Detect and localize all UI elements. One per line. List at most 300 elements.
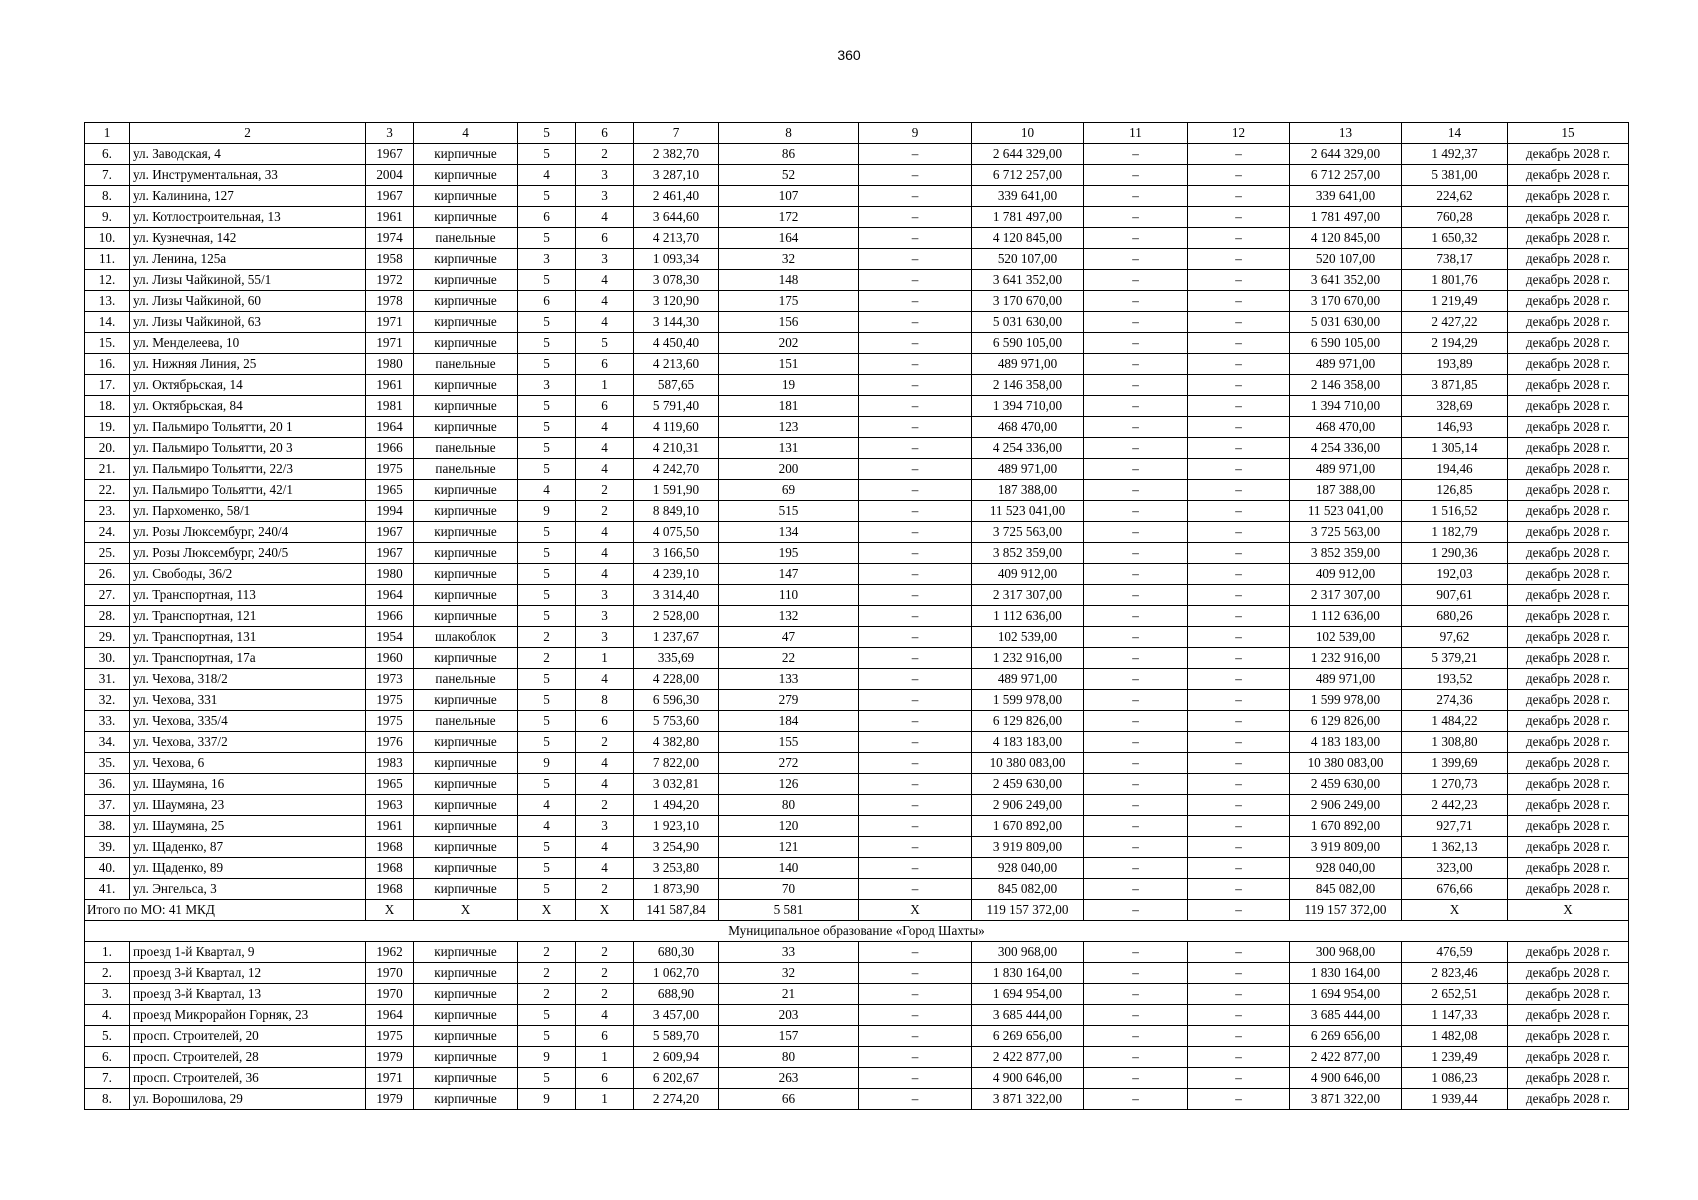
deadline: декабрь 2028 г.	[1508, 879, 1629, 900]
unit-cost: 192,03	[1402, 564, 1508, 585]
total-area: 4 210,31	[634, 438, 719, 459]
total-area: 7 822,00	[634, 753, 719, 774]
deadline: декабрь 2028 г.	[1508, 711, 1629, 732]
year-built: 1970	[366, 984, 414, 1005]
deadline: декабрь 2028 г.	[1508, 627, 1629, 648]
wall-material: кирпичные	[414, 375, 518, 396]
total-area: 3 032,81	[634, 774, 719, 795]
residents: 134	[719, 522, 859, 543]
cost-total: 489 971,00	[972, 459, 1084, 480]
entrances: 2	[576, 732, 634, 753]
row-number: 22.	[85, 480, 130, 501]
col-11: –	[1084, 690, 1188, 711]
total-cell: Х	[414, 900, 518, 921]
residents: 107	[719, 186, 859, 207]
floors: 6	[518, 291, 576, 312]
floors: 5	[518, 543, 576, 564]
address: ул. Чехова, 335/4	[130, 711, 366, 732]
row-number: 33.	[85, 711, 130, 732]
entrances: 4	[576, 291, 634, 312]
cost-total: 1 670 892,00	[972, 816, 1084, 837]
total-cell: Х	[366, 900, 414, 921]
entrances: 6	[576, 1068, 634, 1089]
cost-total: 2 644 329,00	[972, 144, 1084, 165]
wall-material: кирпичные	[414, 963, 518, 984]
section-title: Муниципальное образование «Город Шахты»	[85, 921, 1629, 942]
cost-total: 1 232 916,00	[972, 648, 1084, 669]
row-number: 19.	[85, 417, 130, 438]
col-9: –	[859, 774, 972, 795]
unit-cost: 927,71	[1402, 816, 1508, 837]
entrances: 1	[576, 1089, 634, 1110]
col-9: –	[859, 795, 972, 816]
cost-fund: 1 781 497,00	[1290, 207, 1402, 228]
year-built: 1967	[366, 543, 414, 564]
total-area: 3 078,30	[634, 270, 719, 291]
residents: 86	[719, 144, 859, 165]
unit-cost: 1 484,22	[1402, 711, 1508, 732]
year-built: 1976	[366, 732, 414, 753]
residents: 195	[719, 543, 859, 564]
col-12: –	[1188, 585, 1290, 606]
cost-fund: 3 919 809,00	[1290, 837, 1402, 858]
col-11: –	[1084, 480, 1188, 501]
entrances: 2	[576, 984, 634, 1005]
unit-cost: 1 362,13	[1402, 837, 1508, 858]
row-number: 39.	[85, 837, 130, 858]
unit-cost: 1 270,73	[1402, 774, 1508, 795]
deadline: декабрь 2028 г.	[1508, 1026, 1629, 1047]
entrances: 6	[576, 354, 634, 375]
unit-cost: 194,46	[1402, 459, 1508, 480]
row-number: 5.	[85, 1026, 130, 1047]
cost-total: 3 170 670,00	[972, 291, 1084, 312]
cost-total: 1 394 710,00	[972, 396, 1084, 417]
col-11: –	[1084, 165, 1188, 186]
deadline: декабрь 2028 г.	[1508, 1005, 1629, 1026]
entrances: 1	[576, 375, 634, 396]
col-12: –	[1188, 228, 1290, 249]
floors: 5	[518, 837, 576, 858]
col-12: –	[1188, 438, 1290, 459]
col-12: –	[1188, 144, 1290, 165]
address: ул. Лизы Чайкиной, 63	[130, 312, 366, 333]
total-area: 3 457,00	[634, 1005, 719, 1026]
total-row	[85, 900, 1629, 921]
entrances: 2	[576, 795, 634, 816]
column-header: 10	[972, 123, 1084, 144]
cost-fund: 339 641,00	[1290, 186, 1402, 207]
entrances: 1	[576, 648, 634, 669]
table-row	[85, 438, 1629, 459]
total-area: 3 144,30	[634, 312, 719, 333]
column-header: 2	[130, 123, 366, 144]
wall-material: панельные	[414, 438, 518, 459]
row-number: 1.	[85, 942, 130, 963]
cost-total: 6 712 257,00	[972, 165, 1084, 186]
col-11: –	[1084, 1047, 1188, 1068]
cost-total: 489 971,00	[972, 354, 1084, 375]
year-built: 1980	[366, 564, 414, 585]
col-11: –	[1084, 627, 1188, 648]
cost-fund: 3 170 670,00	[1290, 291, 1402, 312]
year-built: 1963	[366, 795, 414, 816]
residents: 147	[719, 564, 859, 585]
deadline: декабрь 2028 г.	[1508, 270, 1629, 291]
entrances: 6	[576, 396, 634, 417]
cost-total: 102 539,00	[972, 627, 1084, 648]
unit-cost: 1 305,14	[1402, 438, 1508, 459]
col-12: –	[1188, 564, 1290, 585]
total-area: 4 075,50	[634, 522, 719, 543]
deadline: декабрь 2028 г.	[1508, 312, 1629, 333]
col-12: –	[1188, 522, 1290, 543]
col-9: –	[859, 228, 972, 249]
row-number: 13.	[85, 291, 130, 312]
deadline: декабрь 2028 г.	[1508, 690, 1629, 711]
cost-fund: 6 590 105,00	[1290, 333, 1402, 354]
cost-fund: 489 971,00	[1290, 459, 1402, 480]
col-9: –	[859, 543, 972, 564]
wall-material: панельные	[414, 228, 518, 249]
deadline: декабрь 2028 г.	[1508, 963, 1629, 984]
entrances: 4	[576, 1005, 634, 1026]
col-9: –	[859, 1005, 972, 1026]
total-area: 8 849,10	[634, 501, 719, 522]
floors: 5	[518, 774, 576, 795]
table-row	[85, 501, 1629, 522]
year-built: 1968	[366, 879, 414, 900]
total-area: 2 382,70	[634, 144, 719, 165]
col-11: –	[1084, 417, 1188, 438]
table-row	[85, 396, 1629, 417]
col-12: –	[1188, 396, 1290, 417]
deadline: декабрь 2028 г.	[1508, 606, 1629, 627]
entrances: 3	[576, 249, 634, 270]
col-9: –	[859, 144, 972, 165]
cost-fund: 2 644 329,00	[1290, 144, 1402, 165]
wall-material: кирпичные	[414, 837, 518, 858]
row-number: 2.	[85, 963, 130, 984]
year-built: 1972	[366, 270, 414, 291]
year-built: 1971	[366, 1068, 414, 1089]
table-row	[85, 228, 1629, 249]
entrances: 5	[576, 333, 634, 354]
unit-cost: 1 482,08	[1402, 1026, 1508, 1047]
col-11: –	[1084, 228, 1188, 249]
address: ул. Инструментальная, 33	[130, 165, 366, 186]
entrances: 4	[576, 417, 634, 438]
wall-material: кирпичные	[414, 984, 518, 1005]
deadline: декабрь 2028 г.	[1508, 543, 1629, 564]
col-9: –	[859, 648, 972, 669]
wall-material: кирпичные	[414, 501, 518, 522]
year-built: 1974	[366, 228, 414, 249]
table-row	[85, 1068, 1629, 1089]
deadline: декабрь 2028 г.	[1508, 501, 1629, 522]
entrances: 4	[576, 207, 634, 228]
total-area: 6 202,67	[634, 1068, 719, 1089]
col-9: –	[859, 816, 972, 837]
address: ул. Лизы Чайкиной, 60	[130, 291, 366, 312]
cost-fund: 1 394 710,00	[1290, 396, 1402, 417]
col-9: –	[859, 732, 972, 753]
residents: 203	[719, 1005, 859, 1026]
row-number: 35.	[85, 753, 130, 774]
table-row	[85, 312, 1629, 333]
wall-material: кирпичные	[414, 144, 518, 165]
total-cell: –	[1188, 900, 1290, 921]
unit-cost: 680,26	[1402, 606, 1508, 627]
table-row	[85, 1047, 1629, 1068]
table-row	[85, 354, 1629, 375]
floors: 3	[518, 249, 576, 270]
cost-total: 6 269 656,00	[972, 1026, 1084, 1047]
unit-cost: 224,62	[1402, 186, 1508, 207]
address: ул. Шаумяна, 25	[130, 816, 366, 837]
row-number: 21.	[85, 459, 130, 480]
year-built: 1968	[366, 837, 414, 858]
col-9: –	[859, 312, 972, 333]
residents: 80	[719, 1047, 859, 1068]
entrances: 4	[576, 753, 634, 774]
row-number: 30.	[85, 648, 130, 669]
floors: 2	[518, 942, 576, 963]
address: ул. Ленина, 125а	[130, 249, 366, 270]
floors: 4	[518, 795, 576, 816]
total-area: 1 873,90	[634, 879, 719, 900]
col-11: –	[1084, 984, 1188, 1005]
col-11: –	[1084, 249, 1188, 270]
table-row	[85, 144, 1629, 165]
row-number: 20.	[85, 438, 130, 459]
total-area: 4 228,00	[634, 669, 719, 690]
residents: 70	[719, 879, 859, 900]
cost-fund: 468 470,00	[1290, 417, 1402, 438]
cost-fund: 6 712 257,00	[1290, 165, 1402, 186]
col-9: –	[859, 711, 972, 732]
cost-total: 468 470,00	[972, 417, 1084, 438]
table-row	[85, 963, 1629, 984]
residents: 123	[719, 417, 859, 438]
col-9: –	[859, 249, 972, 270]
col-12: –	[1188, 1068, 1290, 1089]
table-row	[85, 858, 1629, 879]
row-number: 17.	[85, 375, 130, 396]
entrances: 6	[576, 228, 634, 249]
floors: 5	[518, 1005, 576, 1026]
deadline: декабрь 2028 г.	[1508, 438, 1629, 459]
col-9: –	[859, 186, 972, 207]
residents: 272	[719, 753, 859, 774]
wall-material: панельные	[414, 669, 518, 690]
col-9: –	[859, 879, 972, 900]
unit-cost: 323,00	[1402, 858, 1508, 879]
residents: 22	[719, 648, 859, 669]
row-number: 32.	[85, 690, 130, 711]
table-row	[85, 1026, 1629, 1047]
table-row	[85, 648, 1629, 669]
deadline: декабрь 2028 г.	[1508, 837, 1629, 858]
floors: 5	[518, 333, 576, 354]
cost-total: 1 599 978,00	[972, 690, 1084, 711]
col-9: –	[859, 375, 972, 396]
cost-fund: 4 120 845,00	[1290, 228, 1402, 249]
cost-total: 2 317 307,00	[972, 585, 1084, 606]
row-number: 41.	[85, 879, 130, 900]
wall-material: кирпичные	[414, 480, 518, 501]
deadline: декабрь 2028 г.	[1508, 984, 1629, 1005]
cost-fund: 3 725 563,00	[1290, 522, 1402, 543]
address: ул. Энгельса, 3	[130, 879, 366, 900]
cost-total: 3 919 809,00	[972, 837, 1084, 858]
entrances: 8	[576, 690, 634, 711]
cost-fund: 1 112 636,00	[1290, 606, 1402, 627]
year-built: 1961	[366, 207, 414, 228]
deadline: декабрь 2028 г.	[1508, 753, 1629, 774]
col-11: –	[1084, 1089, 1188, 1110]
deadline: декабрь 2028 г.	[1508, 1068, 1629, 1089]
unit-cost: 5 379,21	[1402, 648, 1508, 669]
col-11: –	[1084, 564, 1188, 585]
address: ул. Щаденко, 87	[130, 837, 366, 858]
floors: 5	[518, 669, 576, 690]
col-9: –	[859, 396, 972, 417]
row-number: 27.	[85, 585, 130, 606]
address: ул. Транспортная, 113	[130, 585, 366, 606]
col-9: –	[859, 858, 972, 879]
cost-total: 1 112 636,00	[972, 606, 1084, 627]
wall-material: кирпичные	[414, 333, 518, 354]
col-12: –	[1188, 270, 1290, 291]
row-number: 8.	[85, 1089, 130, 1110]
total-area: 587,65	[634, 375, 719, 396]
address: ул. Пальмиро Тольятти, 20 3	[130, 438, 366, 459]
residents: 133	[719, 669, 859, 690]
wall-material: кирпичные	[414, 753, 518, 774]
deadline: декабрь 2028 г.	[1508, 816, 1629, 837]
floors: 5	[518, 1026, 576, 1047]
address: ул. Розы Люксембург, 240/5	[130, 543, 366, 564]
floors: 5	[518, 417, 576, 438]
residents: 47	[719, 627, 859, 648]
table-row	[85, 984, 1629, 1005]
total-area: 3 254,90	[634, 837, 719, 858]
col-11: –	[1084, 837, 1188, 858]
residents: 66	[719, 1089, 859, 1110]
floors: 2	[518, 984, 576, 1005]
cost-fund: 928 040,00	[1290, 858, 1402, 879]
col-12: –	[1188, 984, 1290, 1005]
table-row	[85, 417, 1629, 438]
wall-material: кирпичные	[414, 1047, 518, 1068]
cost-fund: 1 670 892,00	[1290, 816, 1402, 837]
unit-cost: 328,69	[1402, 396, 1508, 417]
wall-material: кирпичные	[414, 270, 518, 291]
address: ул. Чехова, 337/2	[130, 732, 366, 753]
cost-total: 339 641,00	[972, 186, 1084, 207]
col-9: –	[859, 837, 972, 858]
col-11: –	[1084, 816, 1188, 837]
year-built: 1975	[366, 711, 414, 732]
residents: 184	[719, 711, 859, 732]
unit-cost: 1 650,32	[1402, 228, 1508, 249]
residents: 515	[719, 501, 859, 522]
wall-material: кирпичные	[414, 186, 518, 207]
col-12: –	[1188, 732, 1290, 753]
unit-cost: 1 399,69	[1402, 753, 1508, 774]
residents: 202	[719, 333, 859, 354]
col-12: –	[1188, 942, 1290, 963]
table-row	[85, 480, 1629, 501]
row-number: 3.	[85, 984, 130, 1005]
year-built: 1958	[366, 249, 414, 270]
wall-material: кирпичные	[414, 1068, 518, 1089]
col-11: –	[1084, 732, 1188, 753]
row-number: 24.	[85, 522, 130, 543]
total-area: 2 274,20	[634, 1089, 719, 1110]
unit-cost: 738,17	[1402, 249, 1508, 270]
deadline: декабрь 2028 г.	[1508, 396, 1629, 417]
year-built: 1965	[366, 774, 414, 795]
floors: 5	[518, 396, 576, 417]
row-number: 6.	[85, 144, 130, 165]
entrances: 6	[576, 1026, 634, 1047]
total-label: Итого по МО: 41 МКД	[85, 900, 366, 921]
year-built: 1978	[366, 291, 414, 312]
unit-cost: 2 194,29	[1402, 333, 1508, 354]
unit-cost: 907,61	[1402, 585, 1508, 606]
table-row	[85, 774, 1629, 795]
deadline: декабрь 2028 г.	[1508, 207, 1629, 228]
unit-cost: 1 182,79	[1402, 522, 1508, 543]
col-9: –	[859, 522, 972, 543]
address: просп. Строителей, 20	[130, 1026, 366, 1047]
residents: 156	[719, 312, 859, 333]
cost-total: 3 641 352,00	[972, 270, 1084, 291]
col-12: –	[1188, 543, 1290, 564]
col-12: –	[1188, 753, 1290, 774]
unit-cost: 1 492,37	[1402, 144, 1508, 165]
residents: 80	[719, 795, 859, 816]
total-cell: Х	[576, 900, 634, 921]
table-row	[85, 879, 1629, 900]
unit-cost: 1 939,44	[1402, 1089, 1508, 1110]
cost-fund: 4 254 336,00	[1290, 438, 1402, 459]
cost-total: 6 590 105,00	[972, 333, 1084, 354]
deadline: декабрь 2028 г.	[1508, 354, 1629, 375]
col-11: –	[1084, 543, 1188, 564]
row-number: 34.	[85, 732, 130, 753]
unit-cost: 274,36	[1402, 690, 1508, 711]
row-number: 25.	[85, 543, 130, 564]
residents: 164	[719, 228, 859, 249]
cost-total: 928 040,00	[972, 858, 1084, 879]
total-area: 688,90	[634, 984, 719, 1005]
cost-total: 3 725 563,00	[972, 522, 1084, 543]
row-number: 7.	[85, 1068, 130, 1089]
floors: 5	[518, 312, 576, 333]
row-number: 6.	[85, 1047, 130, 1068]
floors: 5	[518, 459, 576, 480]
year-built: 1968	[366, 858, 414, 879]
table-row	[85, 669, 1629, 690]
cost-total: 1 694 954,00	[972, 984, 1084, 1005]
year-built: 1965	[366, 480, 414, 501]
residents: 132	[719, 606, 859, 627]
cost-fund: 102 539,00	[1290, 627, 1402, 648]
total-cell: 141 587,84	[634, 900, 719, 921]
